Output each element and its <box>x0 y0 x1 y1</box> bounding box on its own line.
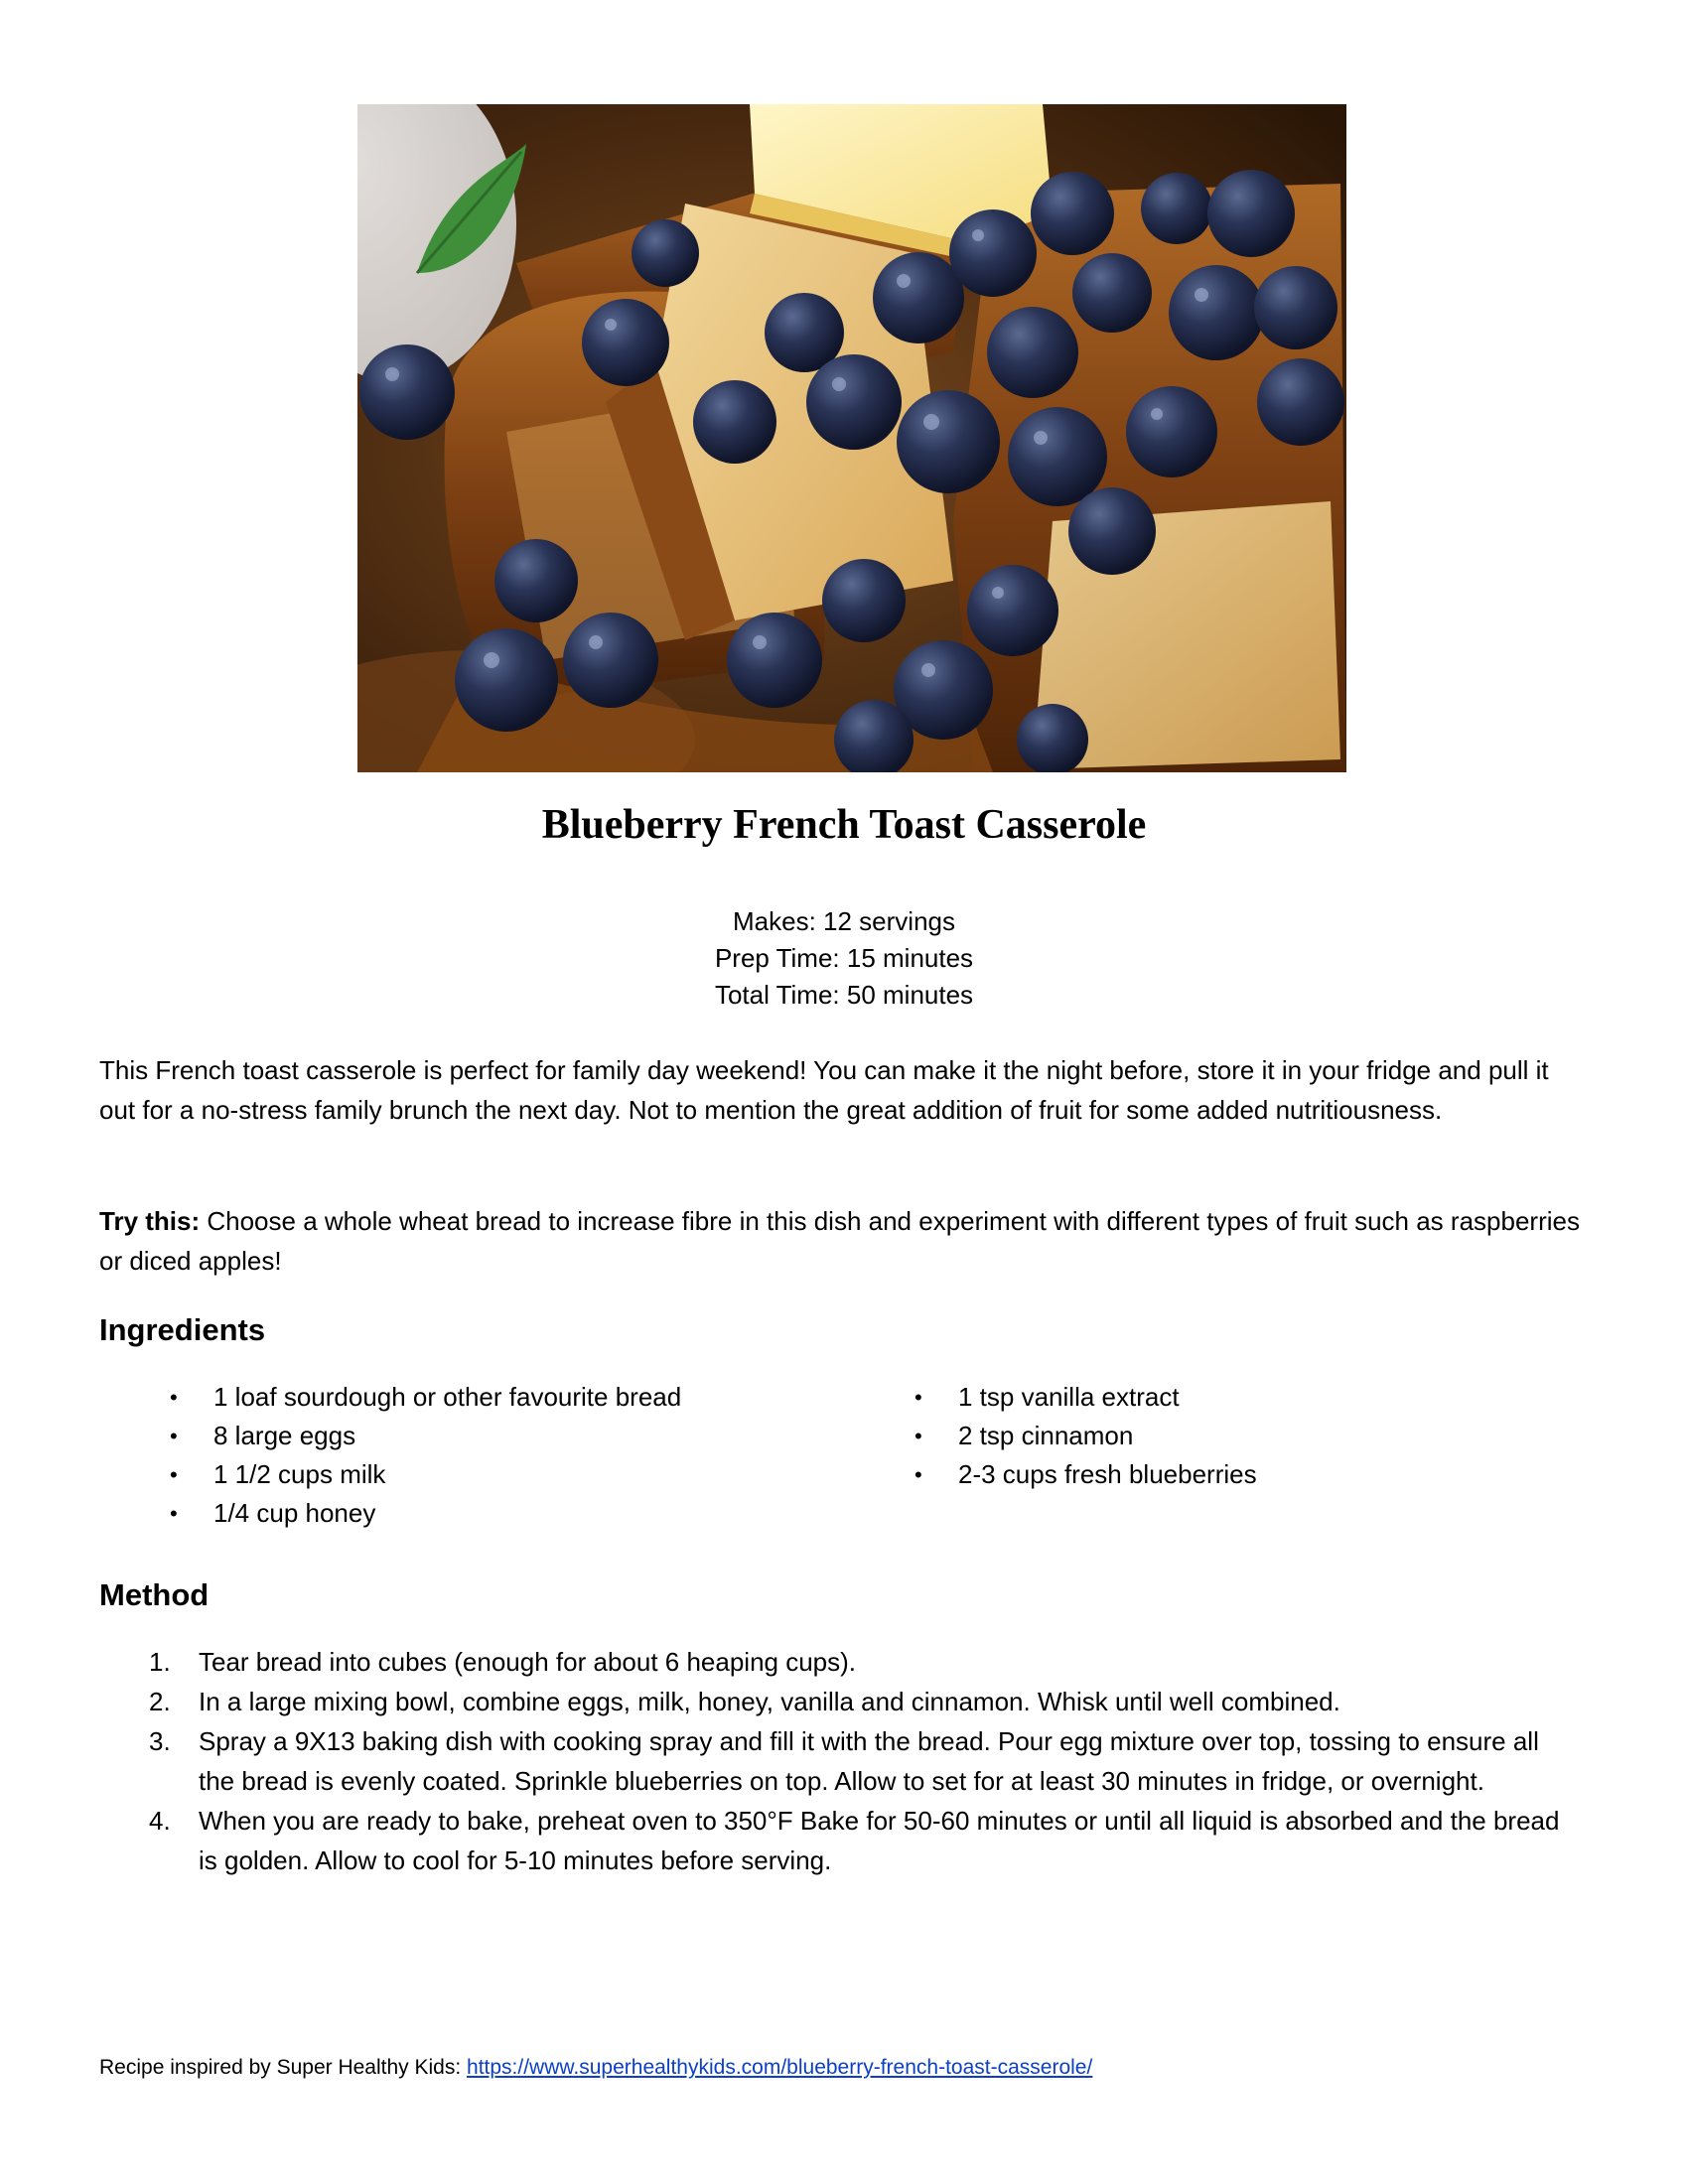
recipe-meta <box>0 903 1688 1014</box>
ingredient-text: 8 large eggs <box>213 1421 356 1450</box>
bullet-icon: • <box>170 1424 178 1448</box>
try-this-label: Try this: <box>99 1206 201 1236</box>
ingredient-text: 1 1/2 cups milk <box>213 1459 386 1489</box>
ingredient-item <box>170 1378 889 1417</box>
ingredients-heading: Ingredients <box>99 1312 266 1347</box>
method-step <box>149 1801 1579 1880</box>
prep-time-text: Prep Time: 15 minutes <box>714 943 974 973</box>
ingredients-list-right <box>914 1378 1574 1494</box>
intro-paragraph: This French toast casserole is perfect for family day weekend! You can make it the night before, store it in your fridge and pull it out for a no-stress family brunch the next day. Not to mention the great addition of fruit for some added nutritiousness. <box>99 1055 1549 1125</box>
ingredient-item <box>914 1455 1574 1494</box>
method-steps <box>149 1642 1579 1880</box>
step-text: Tear bread into cubes (enough for about 6 heaping cups). <box>199 1647 857 1677</box>
ingredient-text: 1/4 cup honey <box>213 1498 376 1528</box>
servings-text: Makes: 12 servings <box>733 906 955 936</box>
ingredient-item <box>170 1417 889 1455</box>
step-number: 4. <box>149 1806 171 1836</box>
ingredient-item <box>170 1494 889 1533</box>
method-heading: Method <box>99 1577 210 1612</box>
method-step <box>149 1721 1579 1801</box>
step-text: When you are ready to bake, preheat oven to 350°F Bake for 50-60 minutes or until all liquid is absorbed and the bread is golden. Allow to cool for 5-10 minutes before serving. <box>199 1806 1560 1875</box>
ingredient-text: 1 tsp vanilla extract <box>958 1382 1180 1412</box>
step-text: Spray a 9X13 baking dish with cooking spray and fill it with the bread. Pour egg mixture over top, tossing to ensure all the bread is evenly coated. Sprinkle blueberries on top. Allow to set for at least 30 minutes in fridge, or overnight. <box>199 1726 1539 1796</box>
method-step <box>149 1682 1579 1721</box>
ingredient-text: 1 loaf sourdough or other favourite bread <box>213 1382 682 1412</box>
bullet-icon: • <box>914 1424 922 1448</box>
ingredient-item <box>914 1378 1574 1417</box>
ingredient-text: 2 tsp cinnamon <box>958 1421 1134 1450</box>
ingredient-item <box>914 1417 1574 1455</box>
try-this-text: Choose a whole wheat bread to increase fibre in this dish and experiment with different types of fruit such as raspberries or diced apples! <box>99 1206 1580 1276</box>
bullet-icon: • <box>914 1462 922 1487</box>
bullet-icon: • <box>170 1462 178 1487</box>
bullet-icon: • <box>914 1385 922 1410</box>
french-toast-photo <box>357 104 1346 772</box>
ingredient-text: 2-3 cups fresh blueberries <box>958 1459 1257 1489</box>
ingredient-item <box>170 1455 889 1494</box>
step-number: 3. <box>149 1726 171 1756</box>
source-link[interactable]: https://www.superhealthykids.com/blueberry-french-toast-casserole/ <box>467 2056 1093 2079</box>
credit-text: Recipe inspired by Super Healthy Kids: <box>99 2056 468 2079</box>
french-toast-illustration <box>357 104 1346 772</box>
method-step <box>149 1642 1579 1682</box>
try-this-paragraph <box>99 1201 1589 1281</box>
total-time-text: Total Time: 50 minutes <box>714 980 974 1010</box>
step-number: 2. <box>149 1687 171 1716</box>
ingredients-list-left <box>170 1378 889 1533</box>
recipe-credit <box>99 2053 1092 2083</box>
bullet-icon: • <box>170 1385 178 1410</box>
step-text: In a large mixing bowl, combine eggs, milk, honey, vanilla and cinnamon. Whisk until well combined. <box>199 1687 1340 1716</box>
bullet-icon: • <box>170 1501 178 1526</box>
step-number: 1. <box>149 1647 171 1677</box>
recipe-title: Blueberry French Toast Casserole <box>541 802 1147 848</box>
